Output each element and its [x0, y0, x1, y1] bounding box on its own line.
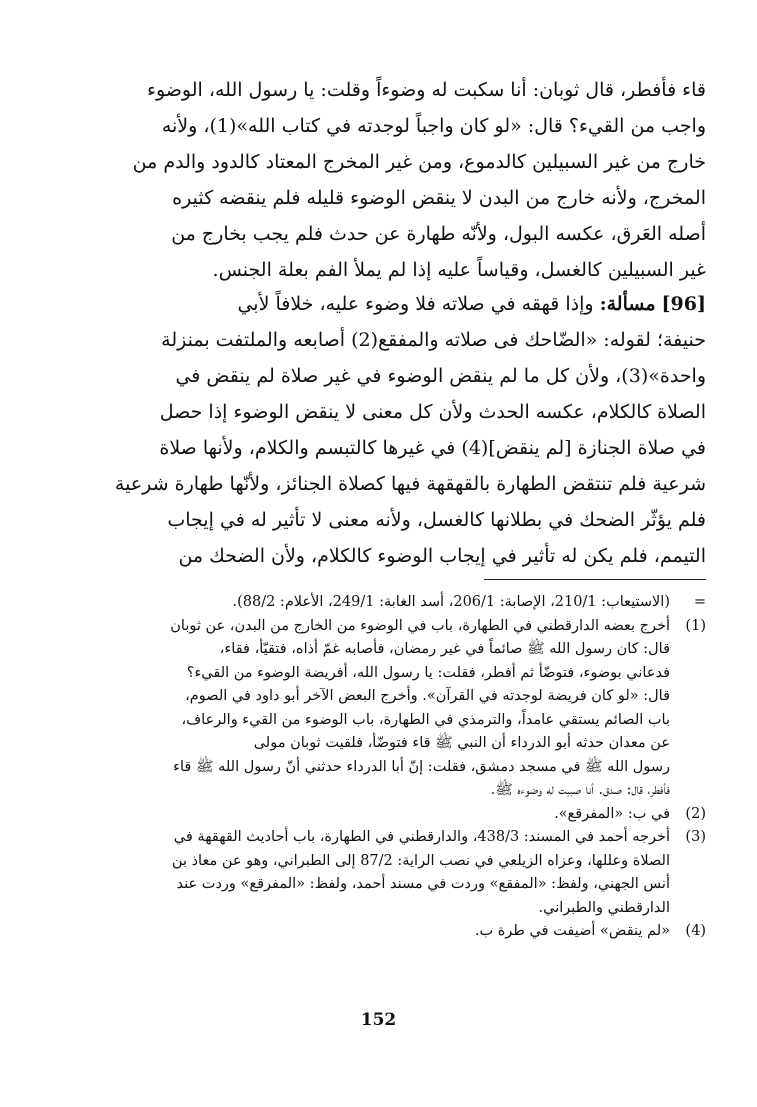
footnote-line: فدعاني بوضوء، فتوضّأ ثم أفطر، فقلت: يا رسول الله، أفريضة الوضوء من القيء؟ — [186, 664, 670, 681]
issue-heading-line — [62, 286, 706, 322]
footnote-line: (الاستيعاب: 210/1، الإصابة: 206/1، أسد الغابة: 249/1، الأعلام: 88/2). — [232, 594, 670, 610]
text-line: أصله العَرق، عكسه البول، ولأنّه طهارة عن حدث فلم يجب بخارج من — [171, 223, 706, 245]
paragraph-1 — [62, 72, 706, 288]
footnote-mark: (2) — [685, 805, 706, 822]
issue-word: مسألة: — [599, 293, 656, 315]
footnote-line: الصلاة وعللها، وعزاه الزيلعي في نصب الراية: 87/2 إلى الطبراني، وهو عن معاذ بن — [171, 852, 670, 869]
footnote-1 — [62, 615, 706, 803]
text-line: واحدة»(3)، ولأن كل ما لم ينقض الوضوء في غير صلاة لم ينقض في — [175, 365, 706, 387]
footnote-line: أنس الجهني، ولفظ: «المفقع» وردت في مسند أحمد، ولفظ: «المفرقع» وردت عند — [176, 876, 670, 892]
footnote-2 — [62, 803, 706, 827]
text-line: قاء فأفطر، قال ثوبان: أنا سكبت له وضوءاً وقلت: يا رسول الله، الوضوء — [147, 79, 706, 101]
text-line: المخرج، ولأنه خارج من البدن لا ينقض الوضوء قليله فلم ينقضه كثيره — [172, 187, 706, 209]
footnote-3 — [62, 826, 706, 920]
text-line: فلم يؤثّر الضحك في بطلانها كالغسل، ولأنه معنى لا تأثير له في إيجاب — [167, 509, 706, 531]
footnotes — [62, 591, 706, 944]
footnote-mark: = — [693, 594, 706, 610]
footnote-line: قال: كان رسول الله ﷺ صائماً في غير رمضان، فأصابه غمّ أذاه، فتقيّأ، فقاء، — [219, 641, 670, 657]
text-line: في صلاة الجنازة [لم ينقض](4) في غيرها كالتبسم والكلام، ولأنها صلاة — [159, 437, 706, 459]
text-line: الصلاة كالكلام، عكسه الحدث ولأن كل معنى لا ينقض الوضوء إذا حصل — [159, 401, 706, 423]
footnote-line: «لم ينقض» أضيفت في طرة ب. — [474, 923, 670, 939]
footnote-line: أخرجه أحمد في المسند: 438/3، والدارقطني في الطهارة، باب أحاديث القهقهة في — [173, 829, 670, 845]
text-line: واجب من القيء؟ قال: «لو كان واجباً لوجدته في كتاب الله»(1)، ولأنه — [161, 115, 706, 137]
text-line: التيمم، فلم يكن له تأثير في إيجاب الوضوء كالكلام، ولأن الضحك من — [178, 545, 706, 567]
footnote-mark: (4) — [685, 923, 706, 939]
footnote-line: رسول الله ﷺ في مسجد دمشق، فقلت: إنّ أبا الدرداء حدثني أنّ رسول الله ﷺ قاء — [173, 758, 670, 775]
paragraph-2 — [62, 286, 706, 574]
footnote-line: عن معدان حدثه أبو الدرداء أن النبي ﷺ قاء فتوضّأ، فلقيت ثوبان مولى — [253, 735, 670, 751]
footnote-mark: (1) — [685, 617, 706, 634]
footnote-line: قال: «لو كان فريضة لوجدته في القرآن». وأخرج البعض الآخر أبو داود في الصوم، — [185, 688, 670, 704]
footnote-line: باب الصائم يستقي عامداً، والترمذي في الطهارة، باب الوضوء من القيء والرعاف، — [181, 711, 670, 728]
issue-number: [96] — [661, 293, 706, 315]
text-line: حنيفة؛ لقوله: «الضّاحك فى صلاته والمفقع(2) أصابعه والملتفت بمنزلة — [161, 329, 706, 351]
page-number: 152 — [360, 1010, 397, 1030]
issue-text: وإذا قهقه في صلاته فلا وضوء عليه، خلافاً لأبي — [237, 293, 594, 315]
footnote-mark: (3) — [685, 829, 706, 845]
text-line: غير السبيلين كالغسل، وقياساً عليه إذا لم يملأ الفم بعلة الجنس. — [212, 259, 706, 281]
footnote-line: فأفطر، قال: صدق. أنا صببت له وضوءه ﷺ. — [490, 782, 670, 798]
text-line: شرعية فلم تنتقض الطهارة بالقهقهة فيها كصلاة الجنائز، ولأنّها طهارة شرعية — [114, 473, 706, 495]
footnote-divider — [484, 579, 706, 580]
footnote-4 — [62, 920, 706, 944]
footnote-line: في ب: «المفرقع». — [554, 805, 670, 822]
footnote-continued — [62, 591, 706, 615]
text-line: خارج من غير السبيلين كالدموع، ومن غير المخرج المعتاد كالدود والدم من — [132, 151, 706, 173]
footnote-line: الدارقطني والطبراني. — [538, 899, 670, 916]
footnote-line: أخرج بعضه الدارقطني في الطهارة، باب في الوضوء من الخارج من البدن، عن ثوبان — [170, 617, 670, 634]
